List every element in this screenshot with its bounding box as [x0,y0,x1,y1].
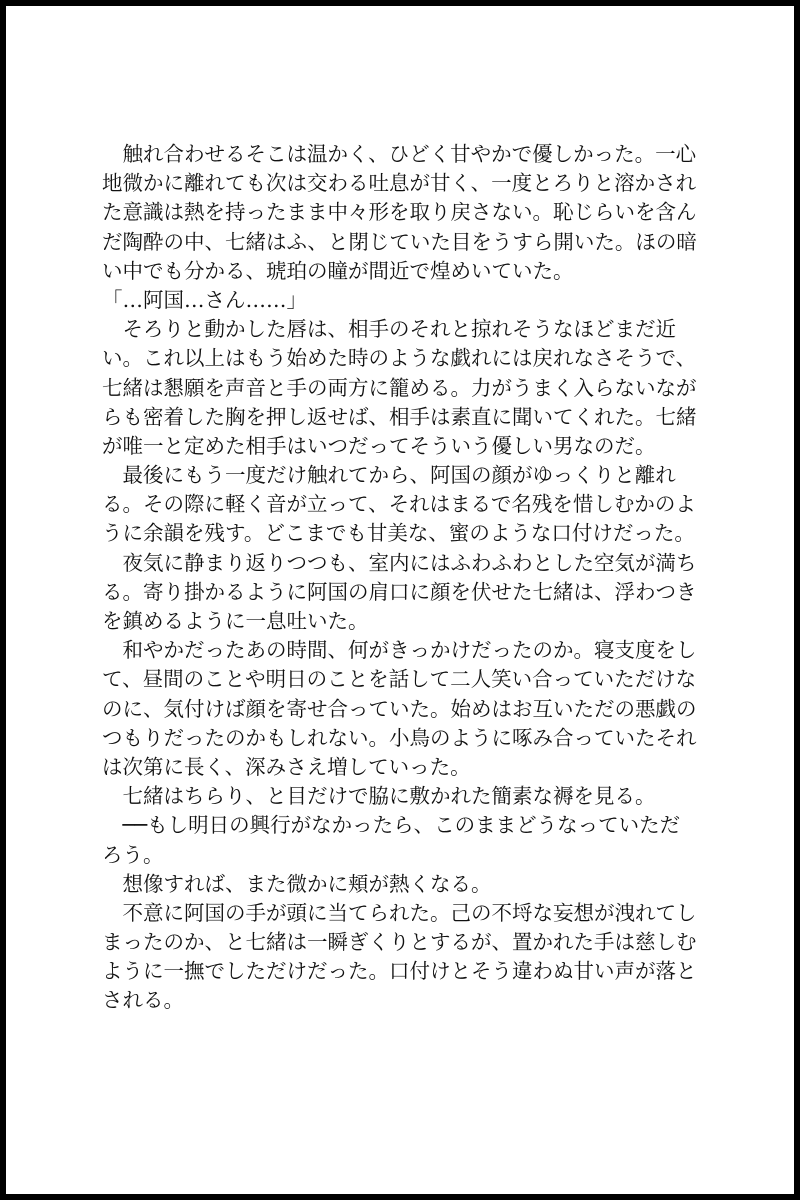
text-line: ──もし明日の興行がなかったら、このままどうなっていただ [102,813,681,838]
text-line: らも密着した胸を押し返せば、相手は素直に聞いてくれた。七緒 [102,404,697,429]
text-line: る。その際に軽く音が立って、それはまるで名残を惜しむかのよ [102,492,696,517]
text-line: つもりだったのかもしれない。小鳥のように啄み合っていたそれ [102,725,697,750]
text-line: い。これ以上はもう始めた時のような戯れには戻れなさそうで、 [102,346,697,371]
text-line: だ陶酔の中、七緒はふ、と閉じていた目をうすら開いた。ほの暗 [102,229,697,254]
text-line: ように一撫でしただけだった。口付けとそう違わぬ甘い声が落と [102,959,697,984]
text-line: そろりと動かした唇は、相手のそれと掠れそうなほどまだ近 [102,317,676,342]
text-line: て、昼間のことや明日のことを話して二人笑い合っていただけな [102,667,697,692]
text-line: まったのか、と七緒は一瞬ぎくりとするが、置かれた手は慈しむ [102,930,697,955]
text-line: 不意に阿国の手が頭に当てられた。己の不埒な妄想が洩れてし [102,900,697,925]
text-line: 七緒は懇願を声音と手の両方に籠める。力がうまく入らないなが [102,375,697,400]
text-line: 夜気に静まり返りつつも、室内にはふわふわとした空気が満ち [102,550,697,575]
dialogue-line: 「…阿国…さん……」 [102,287,307,312]
text-line: を鎮めるように一息吐いた。 [102,609,369,633]
text-line: 七緒はちらり、と目だけで脇に敷かれた簡素な褥を見る。 [102,784,656,809]
text-line: される。 [102,988,184,1013]
text-line: うに余韻を残す。どこまでも甘美な、蜜のような口付けだった。 [102,521,695,546]
text-line: 触れ合わせるそこは温かく、ひどく甘やかで優しかった。一心 [102,142,697,166]
text-line: 想像すれば、また微かに頬が熱くなる。 [102,871,492,896]
text-line: ろう。 [102,842,164,867]
text-line: が唯一と定めた相手はいつだってそういう優しい男なのだ。 [102,433,656,458]
text-line: 最後にもう一度だけ触れてから、阿国の顔がゆっくりと離れ [102,463,676,488]
text-line: る。寄り掛かるように阿国の肩口に顔を伏せた七緒は、浮わつき [102,579,697,604]
text-line: 地微かに離れても次は交わる吐息が甘く、一度とろりと溶かされ [102,171,697,196]
text-line: た意識は熱を持ったまま中々形を取り戻さない。恥じらいを含ん [102,200,697,225]
text-line: のに、気付けば顔を寄せ合っていた。始めはお互いただの悪戯の [102,696,697,721]
prose-body [102,140,722,1016]
text-line: は次第に長く、深みさえ増していった。 [102,754,471,779]
text-line: 和やかだったあの時間、何がきっかけだったのか。寝支度をし [102,638,697,663]
text-line: い中でも分かる、琥珀の瞳が間近で煌めいていた。 [102,258,574,283]
